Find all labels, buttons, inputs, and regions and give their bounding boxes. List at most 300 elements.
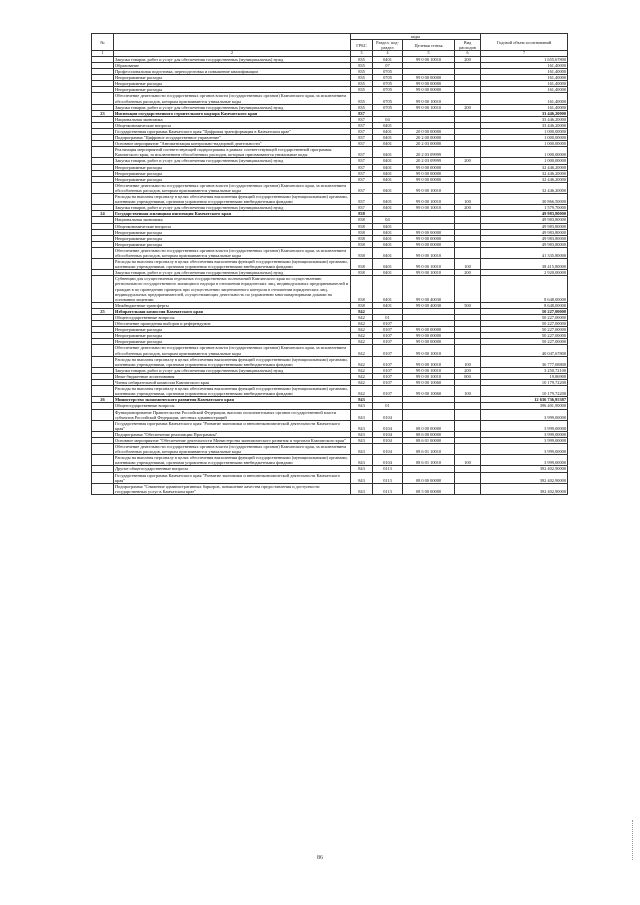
row-amount: 10 179,72200 <box>481 380 568 386</box>
row-grbs-code: 837 <box>351 110 373 116</box>
row-amount: 49 983,80000 <box>481 241 568 247</box>
column-number: 2 <box>114 51 351 57</box>
row-number <box>92 409 114 420</box>
row-amount: 49 983,80000 <box>481 211 568 217</box>
row-target-code: 99 0 00 10010 <box>403 194 455 205</box>
table-row <box>92 194 568 205</box>
row-section-code: 0401 <box>373 182 403 193</box>
row-target-code: 99 0 00 10010 <box>403 373 455 379</box>
row-name: Непрограммные расходы <box>114 241 351 247</box>
row-grbs-code: 842 <box>351 339 373 345</box>
row-grbs-code: 843 <box>351 472 373 483</box>
row-expense-type-code: 100 <box>455 194 481 205</box>
row-grbs-code: 842 <box>351 356 373 367</box>
row-grbs-code: 837 <box>351 122 373 128</box>
table-row <box>92 345 568 356</box>
row-target-code: 99 0 00 00000 <box>403 164 455 170</box>
row-section-code: 0104 <box>373 431 403 437</box>
row-name: Другие общегосударственные вопросы <box>114 466 351 472</box>
row-grbs-code: 837 <box>351 141 373 147</box>
row-name: Обеспечение деятельности государственных органов власти (государственных органов) Камчатского края, за исключением обособленных расходов, которым присваиваются уникальные коды <box>114 345 351 356</box>
row-amount: 161,40000 <box>481 104 568 110</box>
row-amount: 8 648,00000 <box>481 276 568 302</box>
row-grbs-code: 837 <box>351 147 373 158</box>
row-section-code: 0401 <box>373 176 403 182</box>
row-number <box>92 356 114 367</box>
row-name: Непрограммные расходы <box>114 176 351 182</box>
row-name: Непрограммные расходы <box>114 235 351 241</box>
column-number: 7 <box>481 51 568 57</box>
row-amount: 3 999,00000 <box>481 431 568 437</box>
row-name: Профессиональная подготовка, переподготовка и повышение квалификации <box>114 69 351 75</box>
row-name: Расходы на выплаты персоналу в целях обеспечения выполнения функций государственными (муниципальными) органами, казенными учреждениями, органами управления государственными внебюджетными фондами <box>114 194 351 205</box>
row-amount: 3 999,00000 <box>481 437 568 443</box>
row-target-code: 99 0 00 00000 <box>403 333 455 339</box>
row-amount: 12 636 736,95387 <box>481 397 568 403</box>
row-grbs-code: 838 <box>351 229 373 235</box>
row-section-code: 0401 <box>373 276 403 302</box>
row-amount: 3 250,72100 <box>481 367 568 373</box>
row-grbs-code: 837 <box>351 170 373 176</box>
row-target-code: 99 0 00 00000 <box>403 339 455 345</box>
table-row <box>92 182 568 193</box>
row-grbs-code: 837 <box>351 205 373 211</box>
table-row <box>92 247 568 258</box>
row-name: Обеспечение деятельности государственных органов власти (государственных органов) Камчатского края, за исключением обособленных расходов, которым присваиваются уникальные коды <box>114 247 351 258</box>
row-section-code: 0705 <box>373 81 403 87</box>
row-number: 25 <box>92 308 114 314</box>
row-target-code: 99 0 00 00000 <box>403 176 455 182</box>
row-section-code: 0107 <box>373 327 403 333</box>
row-target-code: 99 0 00 00000 <box>403 87 455 93</box>
row-expense-type-code: 100 <box>455 259 481 270</box>
row-name: Закупка товаров, работ и услуг для обеспечения государственных (муниципальных) нужд <box>114 205 351 211</box>
row-name: Обеспечение деятельности государственных органов власти (государственных органов) Камчатского края, за исключением обособленных расходов, которым присваиваются уникальные коды <box>114 93 351 104</box>
row-grbs-code: 842 <box>351 345 373 356</box>
row-amount: 50 227,00000 <box>481 308 568 314</box>
row-section-code: 0113 <box>373 472 403 483</box>
row-amount: 30 866,50000 <box>481 194 568 205</box>
table-row <box>92 409 568 420</box>
row-section-code: 0401 <box>373 229 403 235</box>
row-target-code: 99 0 00 40030 <box>403 276 455 302</box>
row-section-code: 0401 <box>373 122 403 128</box>
row-grbs-code: 843 <box>351 466 373 472</box>
row-target-code: 99 0 00 00000 <box>403 229 455 235</box>
row-target-code: 99 0 00 00000 <box>403 235 455 241</box>
table-row <box>92 386 568 397</box>
table-row <box>92 483 568 494</box>
row-target-code: 20 2 03 09999 <box>403 158 455 164</box>
row-amount: 32 446,20000 <box>481 176 568 182</box>
row-expense-type-code: 500 <box>455 302 481 308</box>
row-section-code: 0401 <box>373 129 403 135</box>
row-expense-type-code <box>455 472 481 483</box>
header-amount: Годовой объем ассигнований <box>481 34 568 51</box>
row-name: Закупка товаров, работ и услуг для обеспечения государственных (муниципальных) нужд <box>114 367 351 373</box>
header-section: Раздел, под-раздел <box>373 40 403 51</box>
row-number <box>92 386 114 397</box>
row-expense-type-code <box>455 483 481 494</box>
row-expense-type-code <box>455 182 481 193</box>
row-name: Основное мероприятие "Автоматизация контрольно-надзорной деятельности" <box>114 141 351 147</box>
row-grbs-code: 843 <box>351 437 373 443</box>
row-target-code: 99 0 00 00000 <box>403 241 455 247</box>
row-amount: 1 000,00000 <box>481 135 568 141</box>
row-section-code: 0104 <box>373 437 403 443</box>
row-expense-type-code <box>455 276 481 302</box>
row-amount: 32 446,20000 <box>481 182 568 193</box>
row-grbs-code: 837 <box>351 135 373 141</box>
row-expense-type-code: 200 <box>455 158 481 164</box>
row-amount: 1 579,70000 <box>481 205 568 211</box>
row-grbs-code: 842 <box>351 380 373 386</box>
row-amount: 49 983,80000 <box>481 235 568 241</box>
row-expense-type-code: 200 <box>455 205 481 211</box>
row-grbs-code: 838 <box>351 259 373 270</box>
row-name: Обеспечение деятельности государственных органов власти (государственных органов) Камчатского края, за исключением обособленных расходов, которым присваиваются уникальные коды <box>114 182 351 193</box>
row-name: Основное мероприятие "Обеспечение деятельности Министерства экономического развития и торговли Камчатского края" <box>114 437 351 443</box>
table-row <box>92 93 568 104</box>
row-amount: 3 999,00000 <box>481 409 568 420</box>
row-name: Непрограммные расходы <box>114 81 351 87</box>
row-expense-type-code: 100 <box>455 356 481 367</box>
row-grbs-code: 843 <box>351 483 373 494</box>
row-amount: 32 446,20000 <box>481 164 568 170</box>
row-section-code: 0401 <box>373 205 403 211</box>
row-section-code: 0401 <box>373 235 403 241</box>
row-name: Государственная программа Камчатского края "Развитие экономики и внешнеэкономической деятельности Камчатского края" <box>114 420 351 431</box>
row-name: Непрограммные расходы <box>114 327 351 333</box>
row-name: Государственная жилищная инспекция Камчатского края <box>114 211 351 217</box>
row-name: Подпрограмма "Обеспечение реализации Программы" <box>114 431 351 437</box>
row-grbs-code: 843 <box>351 444 373 455</box>
row-name: Подпрограмма "Снижение административных барьеров, повышение качества предоставления и доступности государственных услуг в Камчатском крае" <box>114 483 351 494</box>
row-target-code: 08 0 00 00000 <box>403 472 455 483</box>
row-name: Национальная экономика <box>114 116 351 122</box>
row-grbs-code: 837 <box>351 194 373 205</box>
row-grbs-code: 842 <box>351 308 373 314</box>
row-section-code: 0113 <box>373 483 403 494</box>
row-section-code: 0401 <box>373 56 403 62</box>
page-number: 86 <box>317 855 323 861</box>
row-number: 24 <box>92 211 114 217</box>
row-grbs-code: 838 <box>351 217 373 223</box>
row-amount: 3 999,00000 <box>481 420 568 431</box>
row-name: Закупка товаров, работ и услуг для обеспечения государственных (муниципальных) нужд <box>114 104 351 110</box>
row-target-code: 08 0 00 00000 <box>403 420 455 431</box>
row-number <box>92 483 114 494</box>
row-number <box>92 472 114 483</box>
row-grbs-code: 835 <box>351 69 373 75</box>
table-row <box>92 259 568 270</box>
row-expense-type-code <box>455 409 481 420</box>
row-section-code: 0401 <box>373 259 403 270</box>
row-number: 23 <box>92 110 114 116</box>
row-amount: 49 983,80000 <box>481 223 568 229</box>
row-name: Субвенции для осуществления отдельных государственных полномочий Камчатского края по осуществлению регионального государственного жилищного надзора в отношении юридических лиц, индивидуальных предпринимателей и граждан в по проведению проверок при осуществлении лицензионного контроля в отношении юридических лиц, индивидуальных предпринимателей, осуществляющих деятельность по управлению многоквартирными домами на основании лицензии <box>114 276 351 302</box>
column-number: 5 <box>403 51 455 57</box>
row-grbs-code: 837 <box>351 176 373 182</box>
row-number <box>92 147 114 158</box>
row-number <box>92 182 114 193</box>
row-name: Национальная экономика <box>114 217 351 223</box>
row-amount: 3 999,00000 <box>481 444 568 455</box>
row-name: Закупка товаров, работ и услуг для обеспечения государственных (муниципальных) нужд <box>114 270 351 276</box>
row-grbs-code: 843 <box>351 455 373 466</box>
row-target-code: 99 0 00 10010 <box>403 345 455 356</box>
row-section-code: 04 <box>373 116 403 122</box>
row-grbs-code: 835 <box>351 81 373 87</box>
row-target-code: 99 0 00 40030 <box>403 302 455 308</box>
row-section-code: 0401 <box>373 270 403 276</box>
row-name: Обеспечение деятельности государственных органов власти (государственных органов) Камчатского края, за исключением обособленных расходов, которым присваиваются уникальные коды <box>114 444 351 455</box>
row-number <box>92 276 114 302</box>
row-section-code: 0107 <box>373 339 403 345</box>
row-number <box>92 93 114 104</box>
row-section-code: 0113 <box>373 466 403 472</box>
row-expense-type-code: 100 <box>455 386 481 397</box>
row-grbs-code: 835 <box>351 75 373 81</box>
row-target-code: 99 0 00 10060 <box>403 380 455 386</box>
row-section-code: 0705 <box>373 69 403 75</box>
row-section-code: 0705 <box>373 75 403 81</box>
row-grbs-code: 842 <box>351 321 373 327</box>
row-section-code: 0401 <box>373 247 403 258</box>
row-amount: 1 000,00000 <box>481 147 568 158</box>
row-name: Непрограммные расходы <box>114 229 351 235</box>
row-name: Межбюджетные трансферты <box>114 302 351 308</box>
row-amount: 50 227,00000 <box>481 339 568 345</box>
row-section-code: 0401 <box>373 141 403 147</box>
table-row <box>92 444 568 455</box>
row-grbs-code: 838 <box>351 270 373 276</box>
table-row <box>92 356 568 367</box>
row-grbs-code: 842 <box>351 386 373 397</box>
row-target-code: 99 0 00 10010 <box>403 367 455 373</box>
row-grbs-code: 835 <box>351 62 373 68</box>
budget-table-sheet <box>91 33 567 495</box>
row-name: Общеэкономические вопросы <box>114 223 351 229</box>
row-number: 26 <box>92 397 114 403</box>
row-grbs-code: 842 <box>351 327 373 333</box>
row-name: Общегосударственные вопросы <box>114 403 351 409</box>
row-grbs-code: 835 <box>351 56 373 62</box>
row-section-code: 0401 <box>373 302 403 308</box>
row-name: Расходы на выплаты персоналу в целях обеспечения выполнения функций государственными (муниципальными) органами, казенными учреждениями, органами управления государственными внебюджетными фондами <box>114 356 351 367</box>
header-grbs: ГРБС <box>351 40 373 51</box>
header-name <box>114 34 351 51</box>
row-expense-type-code: 800 <box>455 373 481 379</box>
row-name: Избирательная комиссия Камчатского края <box>114 308 351 314</box>
row-amount: 41 335,80000 <box>481 247 568 258</box>
row-target-code: 20 2 03 00000 <box>403 141 455 147</box>
row-grbs-code: 837 <box>351 164 373 170</box>
row-amount: 161,40000 <box>481 69 568 75</box>
row-expense-type-code <box>455 147 481 158</box>
table-row <box>92 455 568 466</box>
row-target-code: 08 6 01 10010 <box>403 444 455 455</box>
row-target-code: 99 0 00 10010 <box>403 93 455 104</box>
row-section-code: 0401 <box>373 223 403 229</box>
row-grbs-code: 843 <box>351 409 373 420</box>
row-target-code: 99 0 00 10010 <box>403 247 455 258</box>
row-number <box>92 194 114 205</box>
row-grbs-code: 842 <box>351 367 373 373</box>
column-number: 3 <box>351 51 373 57</box>
row-section-code: 0401 <box>373 147 403 158</box>
row-expense-type-code: 100 <box>455 455 481 466</box>
row-expense-type-code <box>455 345 481 356</box>
row-target-code: 99 0 00 10010 <box>403 205 455 211</box>
row-name: Непрограммные расходы <box>114 170 351 176</box>
row-section-code: 0107 <box>373 367 403 373</box>
row-amount: 1 000,00000 <box>481 129 568 135</box>
row-amount: 3 999,00000 <box>481 455 568 466</box>
row-grbs-code: 838 <box>351 247 373 258</box>
row-expense-type-code <box>455 420 481 431</box>
row-name: Инспекция государственного строительного надзора Камчатского края <box>114 110 351 116</box>
row-amount: 8 648,00000 <box>481 302 568 308</box>
header-expense-type: Вид расходов <box>455 40 481 51</box>
row-target-code: 99 0 00 10010 <box>403 56 455 62</box>
row-name: Расходы на выплаты персоналу в целях обеспечения выполнения функций государственными (муниципальными) органами, казенными учреждениями, органами управления государственными внебюджетными фондами <box>114 259 351 270</box>
row-grbs-code: 837 <box>351 129 373 135</box>
row-amount: 49 983,80000 <box>481 217 568 223</box>
row-name: Функционирование Правительства Российской Федерации, высших исполнительных органов государственной власти субъектов Российской Федерации, местных администраций <box>114 409 351 420</box>
row-amount: 33 446,20000 <box>481 110 568 116</box>
row-section-code: 0107 <box>373 333 403 339</box>
row-amount: 1 655,67800 <box>481 56 568 62</box>
row-name: Закупка товаров, работ и услуг для обеспечения государственных (муниципальных) нужд <box>114 158 351 164</box>
row-target-code: 99 0 00 10060 <box>403 386 455 397</box>
row-grbs-code: 838 <box>351 235 373 241</box>
row-name: Общеэкономические вопросы <box>114 122 351 128</box>
row-target-code: 08 6 00 00000 <box>403 431 455 437</box>
row-amount: 33 446,20000 <box>481 116 568 122</box>
row-section-code: 0401 <box>373 170 403 176</box>
table-row <box>92 420 568 431</box>
row-grbs-code: 835 <box>351 104 373 110</box>
row-number <box>92 345 114 356</box>
row-name: Расходы на выплаты персоналу в целях обеспечения выполнения функций государственными (муниципальными) органами, казенными учреждениями, органами управления государственными внебюджетными фондами <box>114 455 351 466</box>
row-expense-type-code <box>455 247 481 258</box>
row-amount: 161,40000 <box>481 75 568 81</box>
row-section-code: 01 <box>373 315 403 321</box>
row-name: Министерство экономического развития Камчатского края <box>114 397 351 403</box>
row-grbs-code: 835 <box>351 93 373 104</box>
row-amount: 36 777,08800 <box>481 356 568 367</box>
row-amount: 38 415,80000 <box>481 259 568 270</box>
row-amount: 392 402,90000 <box>481 483 568 494</box>
row-target-code: 99 0 00 10010 <box>403 270 455 276</box>
row-section-code: 0705 <box>373 93 403 104</box>
row-amount: 392 402,90000 <box>481 472 568 483</box>
row-number <box>92 420 114 431</box>
column-number: 4 <box>373 51 403 57</box>
table-row <box>92 472 568 483</box>
row-name: Государственная программа Камчатского края "Развитие экономики и внешнеэкономической деятельности Камчатского края" <box>114 472 351 483</box>
row-section-code: 0401 <box>373 164 403 170</box>
budget-table <box>91 33 568 495</box>
row-target-code: 99 0 00 10010 <box>403 259 455 270</box>
row-name: Непрограммные расходы <box>114 339 351 345</box>
row-grbs-code: 842 <box>351 373 373 379</box>
row-expense-type-code <box>455 93 481 104</box>
row-name: Обеспечение проведения выборов и референдумов <box>114 321 351 327</box>
row-grbs-code: 842 <box>351 315 373 321</box>
header-target: Целевая статья <box>403 40 455 51</box>
row-amount: 50 227,00000 <box>481 321 568 327</box>
row-name: Расходы на выплаты персоналу в целях обеспечения выполнения функций государственными (муниципальными) органами, казенными учреждениями, органами управления государственными внебюджетными фондами <box>114 386 351 397</box>
table-row <box>92 276 568 302</box>
row-name: Непрограммные расходы <box>114 75 351 81</box>
row-amount: 40 047,67800 <box>481 345 568 356</box>
row-name: Образование <box>114 62 351 68</box>
row-name: Реализация мероприятий соответствующей подпрограммы в рамках соответствующей государственной программы Камчатского края, за исключением обособленных расходов, которым присваиваются уникальные коды <box>114 147 351 158</box>
row-name: Государственная программа Камчатского края "Цифровая трансформация в Камчатском крае" <box>114 129 351 135</box>
row-grbs-code: 838 <box>351 241 373 247</box>
row-expense-type-code: 200 <box>455 104 481 110</box>
row-name: Непрограммные расходы <box>114 87 351 93</box>
row-number <box>92 259 114 270</box>
row-grbs-code: 843 <box>351 420 373 431</box>
row-amount: 32 446,20000 <box>481 170 568 176</box>
row-target-code: 99 0 00 00000 <box>403 75 455 81</box>
row-section-code: 07 <box>373 62 403 68</box>
row-amount: 161,40000 <box>481 93 568 104</box>
row-name: Общегосударственные вопросы <box>114 315 351 321</box>
row-target-code: 99 0 00 00000 <box>403 327 455 333</box>
row-name: Непрограммные расходы <box>114 333 351 339</box>
row-target-code: 99 0 00 00000 <box>403 170 455 176</box>
row-target-code: 20 2 03 09999 <box>403 147 455 158</box>
row-section-code: 0107 <box>373 386 403 397</box>
row-section-code: 0104 <box>373 444 403 455</box>
row-amount: 392 402,90000 <box>481 466 568 472</box>
row-target-code: 08 5 00 00000 <box>403 483 455 494</box>
row-name: Закупка товаров, работ и услуг для обеспечения государственных (муниципальных) нужд <box>114 56 351 62</box>
row-section-code: 0705 <box>373 104 403 110</box>
row-number <box>92 444 114 455</box>
row-section-code: 0107 <box>373 373 403 379</box>
row-section-code: 0401 <box>373 158 403 164</box>
row-section-code: 0107 <box>373 345 403 356</box>
row-grbs-code: 838 <box>351 211 373 217</box>
row-expense-type-code: 200 <box>455 270 481 276</box>
row-target-code: 20 2 00 00000 <box>403 135 455 141</box>
row-name: Иные бюджетные ассигнования <box>114 373 351 379</box>
row-section-code: 0401 <box>373 135 403 141</box>
column-number: 1 <box>92 51 114 57</box>
row-amount: 1 000,00000 <box>481 158 568 164</box>
header-no: № <box>92 34 114 51</box>
row-section-code: 0107 <box>373 380 403 386</box>
row-amount: 49 983,80000 <box>481 229 568 235</box>
row-amount: 1 000,00000 <box>481 141 568 147</box>
row-target-code: 99 0 00 00000 <box>403 81 455 87</box>
row-grbs-code: 843 <box>351 431 373 437</box>
row-section-code: 0705 <box>373 87 403 93</box>
row-amount: 161,40000 <box>481 87 568 93</box>
row-expense-type-code: 200 <box>455 367 481 373</box>
row-grbs-code: 843 <box>351 397 373 403</box>
row-section-code: 0104 <box>373 420 403 431</box>
row-section-code: 0401 <box>373 241 403 247</box>
row-name: Подпрограмма "Цифровое государственное управление" <box>114 135 351 141</box>
row-target-code: 08 6 01 10010 <box>403 455 455 466</box>
row-target-code: 20 0 00 00000 <box>403 129 455 135</box>
